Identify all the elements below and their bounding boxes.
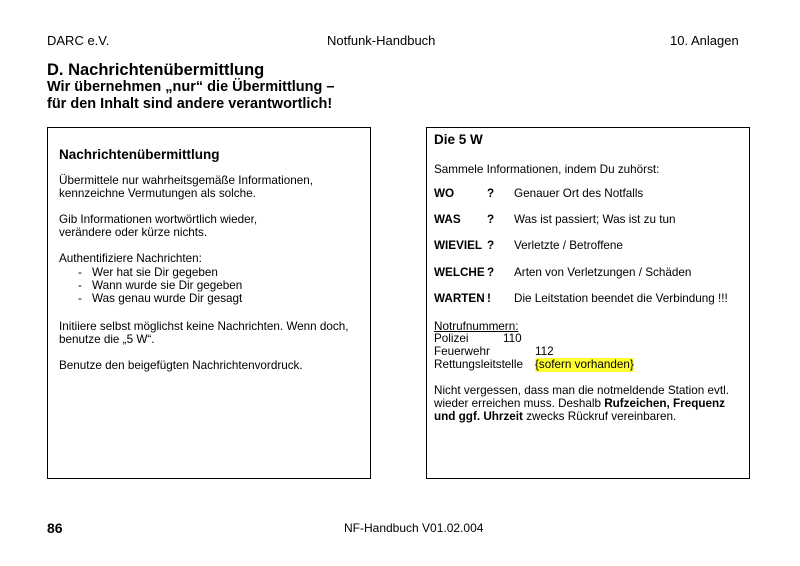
note-line3-bold: und ggf. Uhrzeit bbox=[434, 410, 523, 423]
emergency-label: Rettungsleitstelle bbox=[434, 358, 524, 371]
bullet-item: Was genau wurde Dir gesagt bbox=[92, 292, 243, 305]
left-p5: Benutze den beigefügten Nachrichtenvordruck. bbox=[59, 359, 303, 372]
section-subtitle-line2: für den Inhalt sind andere verantwortlich! bbox=[47, 96, 333, 112]
message-transmission-box bbox=[47, 127, 371, 479]
section-title: D. Nachrichtenübermittlung bbox=[47, 61, 265, 79]
bullet-item: Wann wurde sie Dir gegeben bbox=[92, 279, 243, 292]
bullet-marker: - bbox=[78, 292, 82, 305]
header-center: Notfunk-Handbuch bbox=[327, 33, 436, 48]
w-text: Die Leitstation beendet die Verbindung !!! bbox=[514, 292, 728, 305]
right-intro: Sammele Informationen, indem Du zuhörst: bbox=[434, 163, 660, 176]
right-box-title: Die 5 W bbox=[434, 132, 483, 147]
w-mark: ? bbox=[487, 266, 495, 279]
emergency-label: Feuerwehr bbox=[434, 345, 490, 358]
left-p1-line1: Übermittele nur wahrheitsgemäße Informationen, bbox=[59, 174, 313, 187]
left-p4-line1: Initiiere selbst möglichst keine Nachrichten. Wenn doch, bbox=[59, 320, 349, 333]
emergency-heading: Notrufnummern: bbox=[434, 320, 519, 333]
w-key: WARTEN bbox=[434, 292, 485, 305]
w-text: Genauer Ort des Notfalls bbox=[514, 187, 644, 200]
header-left: DARC e.V. bbox=[47, 33, 110, 48]
left-p1-line2: kennzeichne Vermutungen als solche. bbox=[59, 187, 256, 200]
bullet-marker: - bbox=[78, 279, 82, 292]
section-subtitle-line1: Wir übernehmen „nur“ die Übermittlung – bbox=[47, 79, 335, 95]
bullet-marker: - bbox=[78, 266, 82, 279]
w-mark: ! bbox=[487, 292, 491, 305]
left-p2-line1: Gib Informationen wortwörtlich wieder, bbox=[59, 213, 258, 226]
bullet-item: Wer hat sie Dir gegeben bbox=[92, 266, 218, 279]
five-w-box bbox=[426, 127, 750, 479]
note-line2-bold: Rufzeichen, Frequenz bbox=[604, 397, 725, 410]
page-number: 86 bbox=[47, 520, 63, 536]
w-key: WIEVIEL bbox=[434, 239, 483, 252]
header-right: 10. Anlagen bbox=[670, 33, 739, 48]
w-key: WELCHE bbox=[434, 266, 485, 279]
left-box-title: Nachrichtenübermittlung bbox=[59, 147, 220, 162]
note-line1: Nicht vergessen, dass man die notmeldende Station evtl. bbox=[434, 384, 729, 397]
left-p3-intro: Authentifiziere Nachrichten: bbox=[59, 252, 202, 265]
footer-center: NF-Handbuch V01.02.004 bbox=[344, 521, 484, 535]
w-mark: ? bbox=[487, 239, 495, 252]
w-mark: ? bbox=[487, 213, 495, 226]
left-p4-line2: benutze die „5 W“. bbox=[59, 333, 155, 346]
emergency-value-highlighted: {sofern vorhanden} bbox=[535, 358, 634, 371]
emergency-value: 112 bbox=[535, 345, 554, 358]
left-p2-line2: verändere oder kürze nichts. bbox=[59, 226, 208, 239]
note-line3 bbox=[434, 410, 676, 424]
note-line3-text: zwecks Rückruf vereinbaren. bbox=[522, 410, 677, 423]
emergency-label: Polizei bbox=[434, 332, 469, 345]
w-mark: ? bbox=[487, 187, 495, 200]
note-line2-text: wieder erreichen muss. Deshalb bbox=[434, 397, 605, 410]
w-key: WAS bbox=[434, 213, 461, 226]
w-text: Was ist passiert; Was ist zu tun bbox=[514, 213, 676, 226]
emergency-value: 110 bbox=[503, 332, 522, 345]
w-text: Verletzte / Betroffene bbox=[514, 239, 623, 252]
note-line2 bbox=[434, 397, 725, 411]
w-key: WO bbox=[434, 187, 455, 200]
w-text: Arten von Verletzungen / Schäden bbox=[514, 266, 692, 279]
